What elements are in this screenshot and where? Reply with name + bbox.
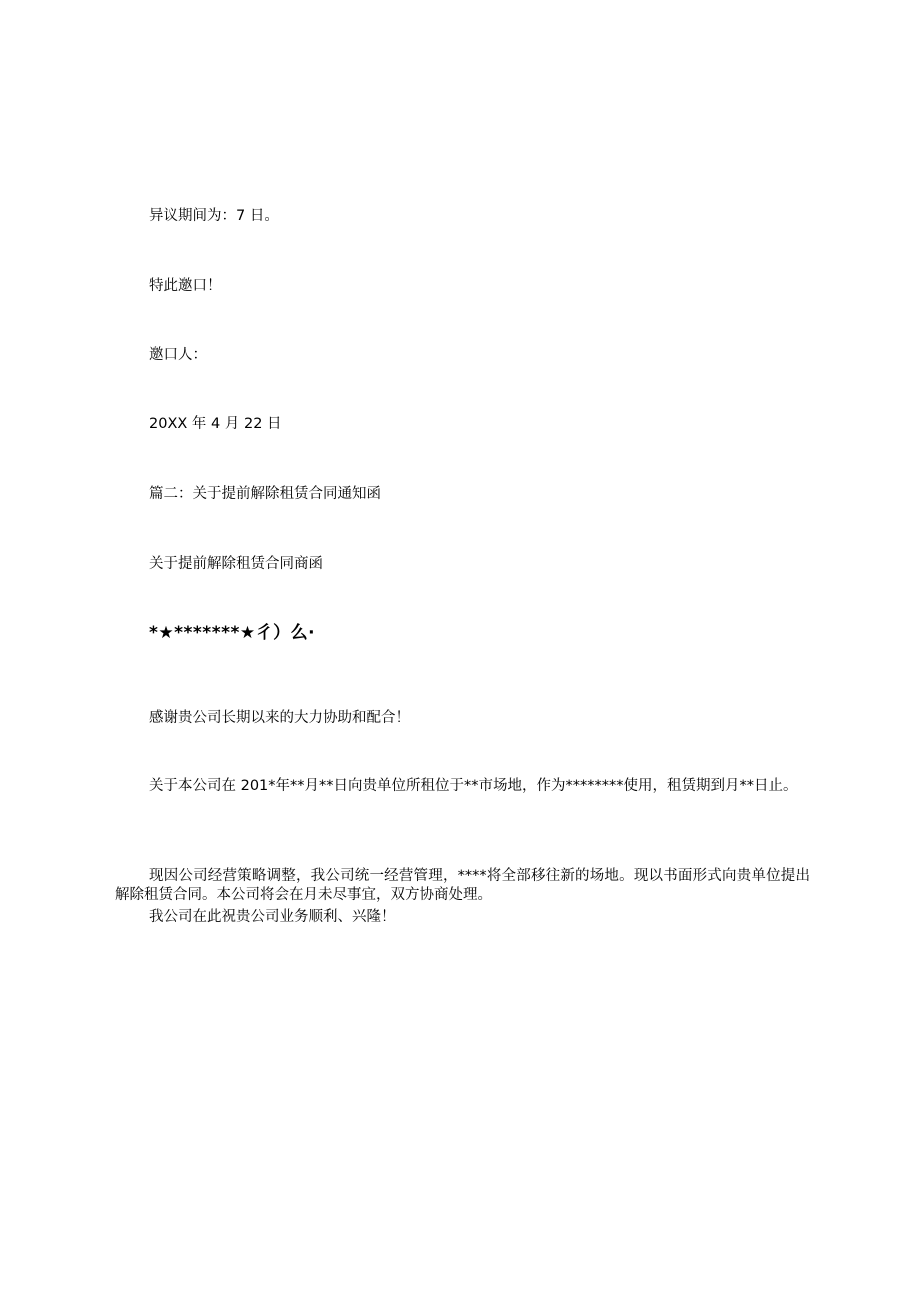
objection-period-line: 异议期间为：7 日。 [149, 208, 279, 224]
section-title: 篇二：关于提前解除租赁合同通知函 [149, 486, 381, 502]
date-line: 20XX 年 4 月 22 日 [149, 416, 282, 432]
inviter-label: 邀口人： [149, 347, 207, 363]
invitation-close-line: 特此邀口！ [149, 278, 222, 294]
reason-paragraph: 现因公司经营策略调整，我公司统一经营管理，****将全部移往新的场地。现以书面形式向贵单位提出解除租赁合同。本公司将会在月未尽事宜，双方协商处理。 [115, 868, 810, 903]
lease-paragraph: 关于本公司在 201*年**月**日向贵单位所租位于**市场地，作为********使用，租赁期到月**日止。 [149, 778, 798, 794]
letter-title: 关于提前解除租赁合同商函 [149, 556, 323, 572]
closing-wish-line: 我公司在此祝贵公司业务顺利、兴隆！ [149, 909, 396, 925]
recipient-line: *★*******★彳）么· [149, 623, 316, 643]
thanks-line: 感谢贵公司长期以来的大力协助和配合！ [149, 710, 410, 726]
